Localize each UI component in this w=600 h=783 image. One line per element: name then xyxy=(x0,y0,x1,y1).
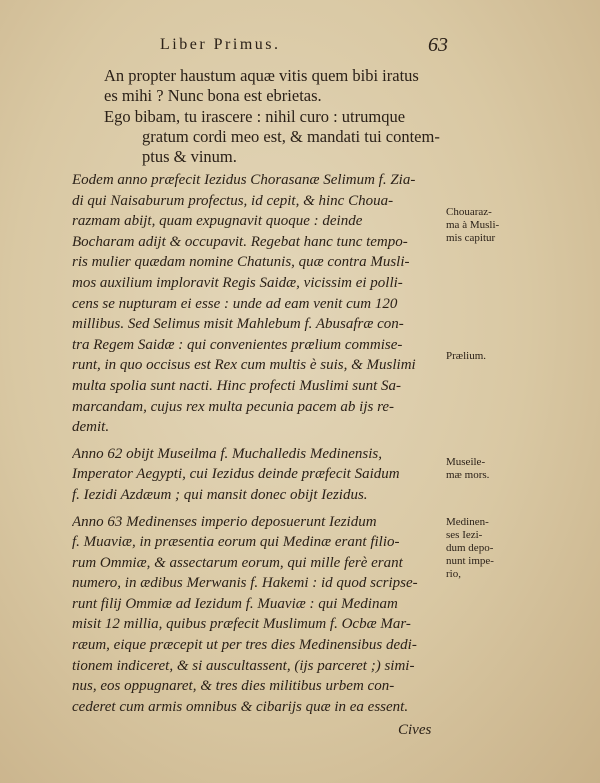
text-line: f. Iezidi Azdæum ; qui mansit donec obijt Iezidus. xyxy=(72,486,368,503)
marginal-line: ses Iezi- xyxy=(446,529,483,541)
marginal-line: nunt impe- xyxy=(446,555,494,567)
text-line: demit. xyxy=(72,419,110,436)
text-line: Anno 62 obijt Museilma f. Muchalledis Medinensis, xyxy=(72,445,382,462)
paragraph xyxy=(72,170,444,438)
text-line: misit 12 millia, quibus præfecit Muslimum f. Ocbæ Mar- xyxy=(72,616,411,633)
text-line: millibus. Sed Selimus misit Mahlebum f. Abusafræ con- xyxy=(72,316,404,333)
catchword: Cives xyxy=(398,722,432,738)
text-line: multa spolia sunt nacti. Hinc profecti Muslimi sunt Sa- xyxy=(72,377,402,394)
text-line: tionem indiceret, & si auscultassent, (ijs parceret ;) simi- xyxy=(72,657,415,674)
marginal-note xyxy=(446,206,520,245)
text-line: Eodem anno præfecit Iezidus Chorasanæ Selimum f. Zia- xyxy=(72,172,416,188)
marginal-note xyxy=(446,516,520,581)
marginal-line: Chouaraz- xyxy=(446,206,492,218)
text-line: tra Regem Saidæ : qui convenientes prælium commise- xyxy=(72,336,403,353)
text-line: runt filij Ommiæ ad Iezidum f. Muaviæ : qui Medinam xyxy=(72,595,398,612)
marginal-note xyxy=(446,350,520,363)
page-number: 63 xyxy=(428,34,448,56)
paragraph xyxy=(72,512,444,718)
text-line: runt, in quo occisus est Rex cum multis è suis, & Muslimi xyxy=(72,357,416,374)
text-line: marcandam, cujus rex multa pecunia pacem ab ijs re- xyxy=(72,398,395,415)
text-line: cens se nupturam ei esse : unde ad eam venit cum 120 xyxy=(72,295,398,312)
verse-line: Ego bibam, tu irascere : nihil curo : utrumque xyxy=(104,107,406,126)
prose-body xyxy=(72,170,444,723)
text-line: di qui Naisaburum profectus, id cepit, & hinc Choua- xyxy=(72,192,394,209)
text-line: numero, in ædibus Merwanis f. Hakemi : id quod scripse- xyxy=(72,575,418,592)
text-line: mos auxilium imploravit Regis Saidæ, vicissim ei polli- xyxy=(72,274,403,291)
marginal-line: ma à Musli- xyxy=(446,219,500,231)
marginal-line: Prælium. xyxy=(446,350,487,362)
marginal-line: Museile- xyxy=(446,456,486,468)
text-line: cederet cum armis omnibus & cibarijs quæ in ea essent. xyxy=(72,698,409,715)
verse-line: ptus & vinum. xyxy=(142,147,237,166)
text-line: ris mulier quædam nomine Chatunis, quæ contra Musli- xyxy=(72,254,410,271)
text-line: f. Muaviæ, in præsentia eorum qui Medinæ erant filio- xyxy=(72,534,400,551)
verse-stanza-2 xyxy=(104,107,440,167)
verse-line: gratum cordi meo est, & mandati tui contem- xyxy=(142,127,440,146)
running-head: Liber Primus. xyxy=(160,36,281,53)
verse-line: An propter haustum aquæ vitis quem bibi iratus xyxy=(104,66,419,85)
text-line: ræum, eique præcepit ut per tres dies Medinensibus dedi- xyxy=(72,637,417,654)
marginal-line: Medinen- xyxy=(446,516,489,528)
text-line: razmam abijt, quam expugnavit quoque : deinde xyxy=(72,213,363,230)
marginal-line: dum depo- xyxy=(446,542,494,554)
text-line: rum Ommiæ, & assectarum eorum, qui mille ferè erant xyxy=(72,554,403,571)
text-line: nus, eos oppugnaret, & tres dies militibus urbem con- xyxy=(72,678,395,695)
marginal-line: rio, xyxy=(446,568,461,580)
verse-line: es mihi ? Nunc bona est ebrietas. xyxy=(104,86,322,105)
text-line: Anno 63 Medinenses imperio deposuerunt Iezidum xyxy=(72,513,377,530)
text-line: Bocharam adijt & occupavit. Regebat hanc tunc tempo- xyxy=(72,233,408,250)
marginal-line: mæ mors. xyxy=(446,469,490,481)
text-line: Imperator Aegypti, cui Iezidus deinde præfecit Saidum xyxy=(72,466,400,483)
paragraph xyxy=(72,444,444,506)
marginal-line: mis capitur xyxy=(446,232,496,244)
verse-stanza-1 xyxy=(104,66,419,106)
marginal-note xyxy=(446,456,520,482)
